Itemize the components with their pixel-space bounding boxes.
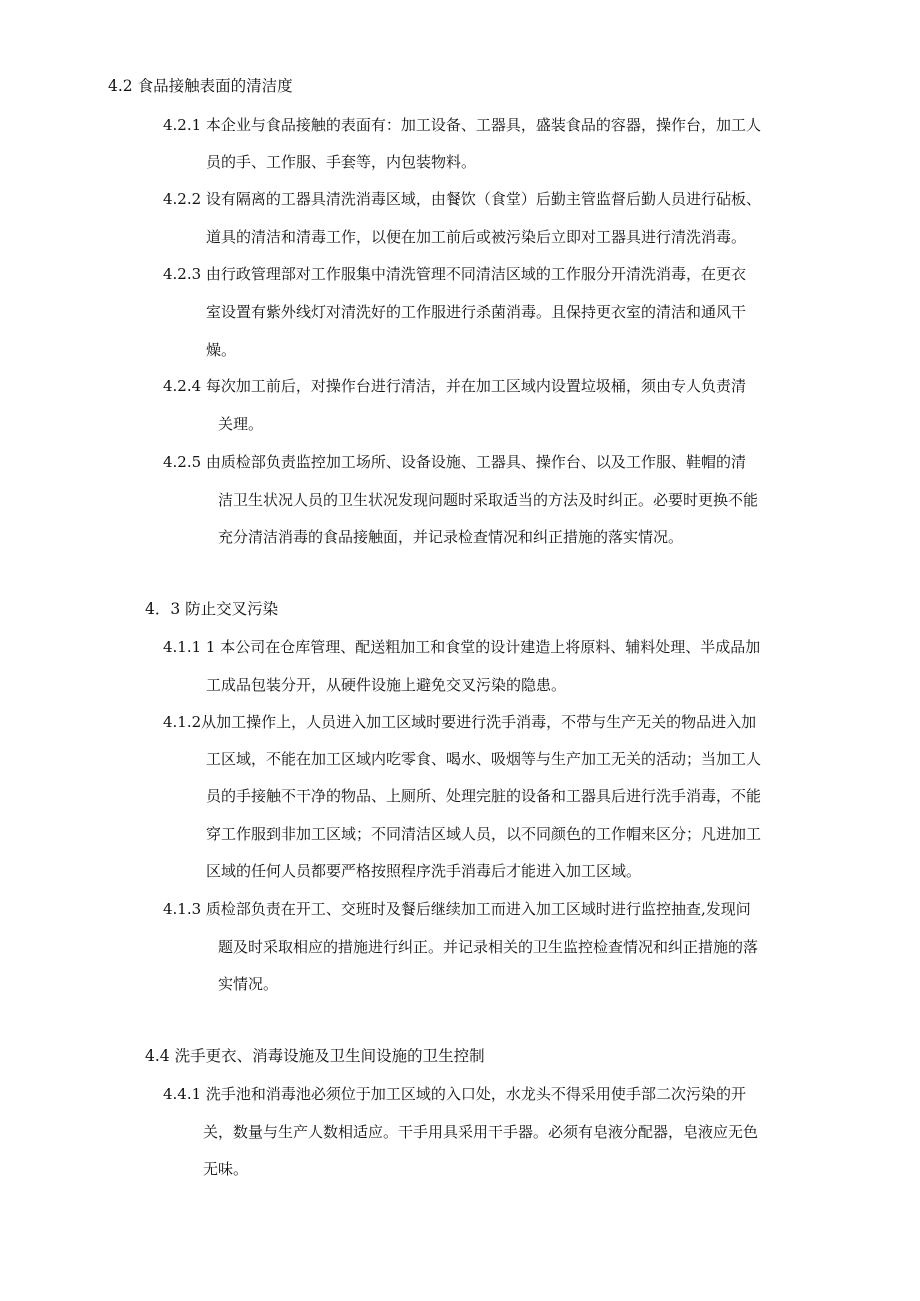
item-4-2-3-line-2: 室设置有紫外线灯对清洗好的工作服进行杀菌消毒。且保持更衣室的清洁和通风干 (206, 303, 747, 321)
item-4-2-5-line-3: 充分清洁消毒的食品接触面，并记录检查情况和纠正措施的落实情况。 (218, 528, 684, 546)
item-4-2-3-line-3: 燥。 (206, 341, 237, 359)
item-4-2-4-line-2: 关理。 (218, 415, 264, 433)
item-4-1-3-line-2: 题及时采取相应的措施进行纠正。并记录相关的卫生监控检查情况和纠正措施的落 (218, 938, 759, 956)
item-4-1-2-line-3: 员的手接触不干净的物品、上厕所、处理完脏的设备和工器具后进行洗手消毒，不能 (206, 787, 762, 805)
item-4-2-4-line-1: 4.2.4 每次加工前后，对操作台进行清洁，并在加工区域内设置垃圾桶，须由专人负责清 (163, 377, 746, 395)
item-4-2-2-line-2: 道具的清洁和清毒工作，以便在加工前后或被污染后立即对工器具进行清洗消毒。 (206, 228, 747, 246)
section-4-3-heading: 4．3 防止交叉污染 (145, 600, 279, 618)
item-4-1-1-line-1: 4.1.1 1 本公司在仓库管理、配送粗加工和食堂的设计建造上将原料、辅料处理、半成品加 (163, 638, 761, 656)
item-4-4-1-line-2: 关，数量与生产人数相适应。干手用具采用干手器。必须有皂液分配器，皂液应无色 (203, 1123, 759, 1141)
item-4-4-1-line-3: 无味。 (203, 1160, 249, 1178)
item-4-2-5-line-2: 洁卫生状况人员的卫生状况发现问题时采取适当的方法及时纠正。必要时更换不能 (218, 491, 759, 509)
item-4-1-1-line-2: 工成品包装分开，从硬件设施上避免交叉污染的隐患。 (206, 676, 567, 694)
item-4-1-3-line-3: 实情况。 (218, 975, 279, 993)
item-4-2-5-line-1: 4.2.5 由质检部负责监控加工场所、设备设施、工器具、操作台、以及工作服、鞋帽的清 (163, 453, 746, 471)
item-4-1-2-line-2: 工区域，不能在加工区域内吃零食、喝水、吸烟等与生产加工无关的活动；当加工人 (206, 750, 762, 768)
item-4-2-2-line-1: 4.2.2 设有隔离的工器具清洗消毒区域，由餐饮（食堂）后勤主管监督后勤人员进行砧板、 (163, 190, 761, 208)
item-4-1-3-line-1: 4.1.3 质检部负责在开工、交班时及餐后继续加工而进入加工区域时进行监控抽查,发现问 (163, 900, 751, 918)
item-4-1-2-line-4: 穿工作服到非加工区域；不同清洁区域人员，以不同颜色的工作帽来区分；凡进加工 (206, 825, 762, 843)
item-4-2-1-line-1: 4.2.1 本企业与食品接触的表面有：加工设备、工器具，盛装食品的容器，操作台，加工人 (163, 116, 761, 134)
item-4-1-2-line-1: 4.1.2从加工操作上，人员进入加工区域时要进行洗手消毒，不带与生产无关的物品进入加 (163, 713, 757, 731)
section-4-2-heading: 4.2 食品接触表面的清洁度 (108, 77, 293, 95)
section-4-4-heading: 4.4 洗手更衣、消毒设施及卫生间设施的卫生控制 (145, 1047, 485, 1065)
item-4-4-1-line-1: 4.4.1 洗手池和消毒池必须位于加工区域的入口处，水龙头不得采用使手部二次污染的开 (163, 1085, 746, 1103)
item-4-2-3-line-1: 4.2.3 由行政管理部对工作服集中清洗管理不同清洁区域的工作服分开清洗消毒，在更衣 (163, 265, 746, 283)
item-4-2-1-line-2: 员的手、工作服、手套等，内包装物料。 (206, 153, 477, 171)
item-4-1-2-line-5: 区域的任何人员都要严格按照程序洗手消毒后才能进入加工区域。 (206, 862, 642, 880)
